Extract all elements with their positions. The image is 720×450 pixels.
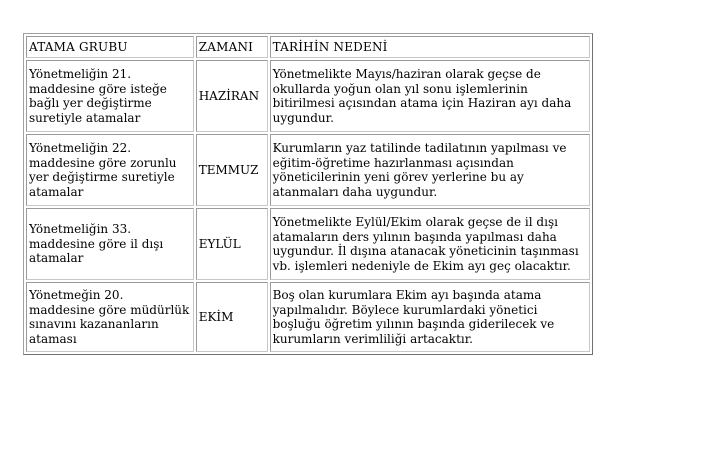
table-header-row — [26, 36, 590, 58]
table-row — [26, 208, 590, 280]
header-tarihin-nedeni: TARİHİN NEDENİ — [270, 36, 590, 58]
header-atama-grubu: ATAMA GRUBU — [26, 36, 194, 58]
reason-cell: Yönetmelikte Mayıs/haziran olarak geçse de okullarda yoğun olan yıl sonu işlemlerinin bitirilmesi açısından atama için Haziran ayı daha uygundur. — [270, 60, 590, 132]
reason-cell: Kurumların yaz tatilinde tadilatının yapılması ve eğitim-öğretime hazırlanması açısından yöneticilerinin yeni görev yerlerine bu ay atanmaları daha uygundur. — [270, 134, 590, 206]
group-cell: Yönetmeğin 20. maddesine göre müdürlük sınavını kazananların ataması — [26, 282, 194, 352]
time-cell: EYLÜL — [196, 208, 268, 280]
table-row — [26, 60, 590, 132]
group-cell: Yönetmeliğin 33. maddesine göre il dışı atamalar — [26, 208, 194, 280]
reason-cell: Yönetmelikte Eylül/Ekim olarak geçse de il dışı atamaların ders yılının başında yapılması daha uygundur. İl dışına atanacak yöneticinin taşınması vb. işlemleri nedeniyle de Ekim ayı geç olacaktır. — [270, 208, 590, 280]
appointment-schedule-table — [23, 33, 593, 355]
time-cell: HAZİRAN — [196, 60, 268, 132]
header-zamani: ZAMANI — [196, 36, 268, 58]
time-cell: EKİM — [196, 282, 268, 352]
group-cell: Yönetmeliğin 22. maddesine göre zorunlu yer değiştirme suretiyle atamalar — [26, 134, 194, 206]
reason-cell: Boş olan kurumlara Ekim ayı başında atama yapılmalıdır. Böylece kurumlardaki yönetici boşluğu öğretim yılının başında giderilecek ve kurumların verimliliği artacaktır. — [270, 282, 590, 352]
group-cell: Yönetmeliğin 21. maddesine göre isteğe bağlı yer değiştirme suretiyle atamalar — [26, 60, 194, 132]
table-row — [26, 282, 590, 352]
time-cell: TEMMUZ — [196, 134, 268, 206]
table-row — [26, 134, 590, 206]
